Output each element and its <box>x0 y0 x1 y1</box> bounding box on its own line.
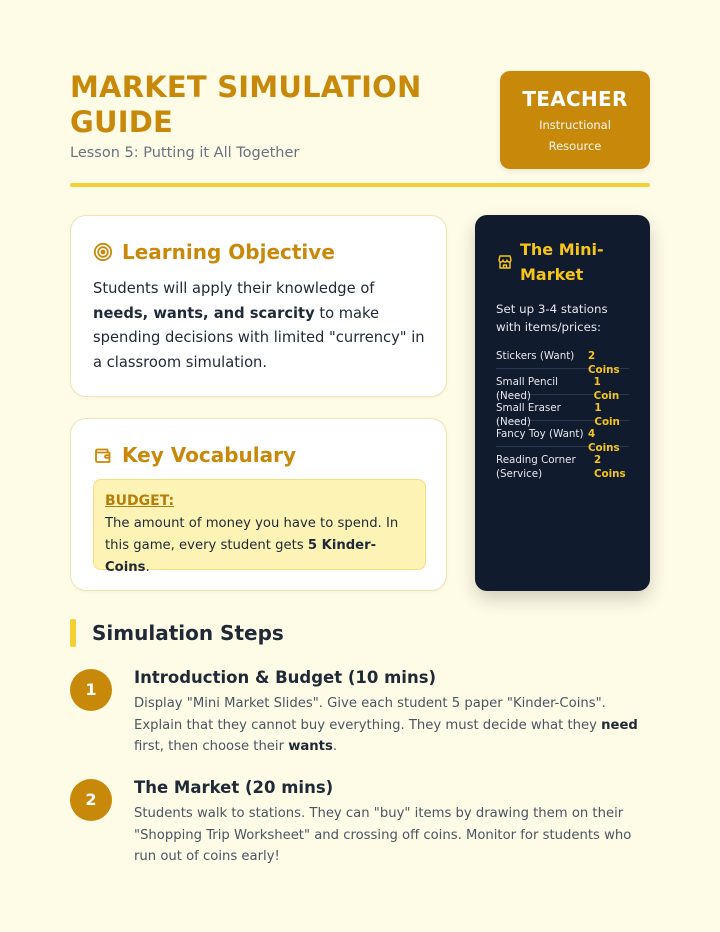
step-text-part: first, then choose their <box>134 739 289 754</box>
market-item-price: 4 Coins <box>587 428 620 454</box>
learning-objective-card <box>70 215 447 397</box>
market-item-price: 2 Coins <box>594 454 626 480</box>
section-accent-bar <box>70 619 76 647</box>
page-title: MARKET SIMULATION GUIDE <box>70 70 422 139</box>
market-item-price: 2 Coins <box>587 350 620 376</box>
key-vocabulary-header <box>93 443 296 467</box>
mini-market-heading: The Mini-Market <box>520 240 604 284</box>
list-item <box>496 343 629 376</box>
teacher-badge-title: TEACHER <box>522 87 628 111</box>
target-icon <box>93 242 113 262</box>
teacher-badge-subtitle: Instructional Resource <box>539 118 611 153</box>
step-text-part: . <box>332 739 338 754</box>
learning-objective-heading: Learning Objective <box>122 240 335 264</box>
objective-text-part: to make spending decisions with limited "currency" in a classroom simulation. <box>93 304 425 371</box>
teacher-badge <box>500 71 650 169</box>
step-title: The Market (20 mins) <box>134 778 334 797</box>
vocab-term: BUDGET: <box>105 493 175 509</box>
simulation-steps-heading: Simulation Steps <box>92 621 284 645</box>
objective-text-emphasis: needs, wants, and scarcity <box>93 304 315 322</box>
step-number-badge: 1 <box>70 669 112 711</box>
header <box>70 70 650 190</box>
wallet-icon <box>93 445 113 465</box>
key-vocabulary-card <box>70 418 447 591</box>
step-title: Introduction & Budget (10 mins) <box>134 668 437 687</box>
vocab-def-part: The amount of money you have to spend. In this game, every student gets <box>105 516 399 553</box>
market-item-name: Small Pencil (Need) <box>496 376 558 402</box>
mini-market-intro: Set up 3-4 stations with items/prices: <box>496 302 608 334</box>
vocab-definition <box>105 513 415 579</box>
step-description: Students walk to stations. They can "buy" items by drawing them on their "Shopping Trip Worksheet" and crossing off coins. Monitor for students who run out of coins early! <box>134 806 632 864</box>
store-icon <box>497 254 513 270</box>
learning-objective-header <box>93 240 335 264</box>
market-item-price: 1 Coin <box>594 402 620 428</box>
market-item-name: Stickers (Want) <box>496 350 575 362</box>
simulation-steps-header <box>70 619 284 647</box>
vocab-def-emphasis: 5 Kinder-Coins <box>105 538 377 575</box>
lesson-subtitle: Lesson 5: Putting it All Together <box>70 145 300 161</box>
step-text-emphasis: wants <box>288 739 333 754</box>
step-number-badge: 2 <box>70 779 112 821</box>
vocab-definition-box <box>93 479 426 575</box>
market-item-name: Small Eraser (Need) <box>496 402 561 428</box>
list-item <box>496 447 629 487</box>
mini-market-panel <box>475 215 650 591</box>
vocab-def-part: . <box>145 560 150 575</box>
market-item-name: Reading Corner (Service) <box>496 454 576 480</box>
header-divider <box>70 183 650 187</box>
learning-objective-text <box>93 277 428 375</box>
step-text-part: Display "Mini Market Slides". Give each student 5 paper "Kinder-Coins". Explain that they cannot buy everything. They must decide what they <box>134 696 606 733</box>
step-text-emphasis: need <box>601 717 638 733</box>
market-item-name: Fancy Toy (Want) <box>496 428 584 440</box>
market-item-price: 1 Coin <box>593 376 620 402</box>
objective-text-part: Students will apply their knowledge of <box>93 280 375 297</box>
key-vocabulary-heading: Key Vocabulary <box>122 443 296 467</box>
mini-market-header <box>497 237 620 287</box>
step-description <box>134 693 650 758</box>
market-price-list <box>496 343 629 487</box>
